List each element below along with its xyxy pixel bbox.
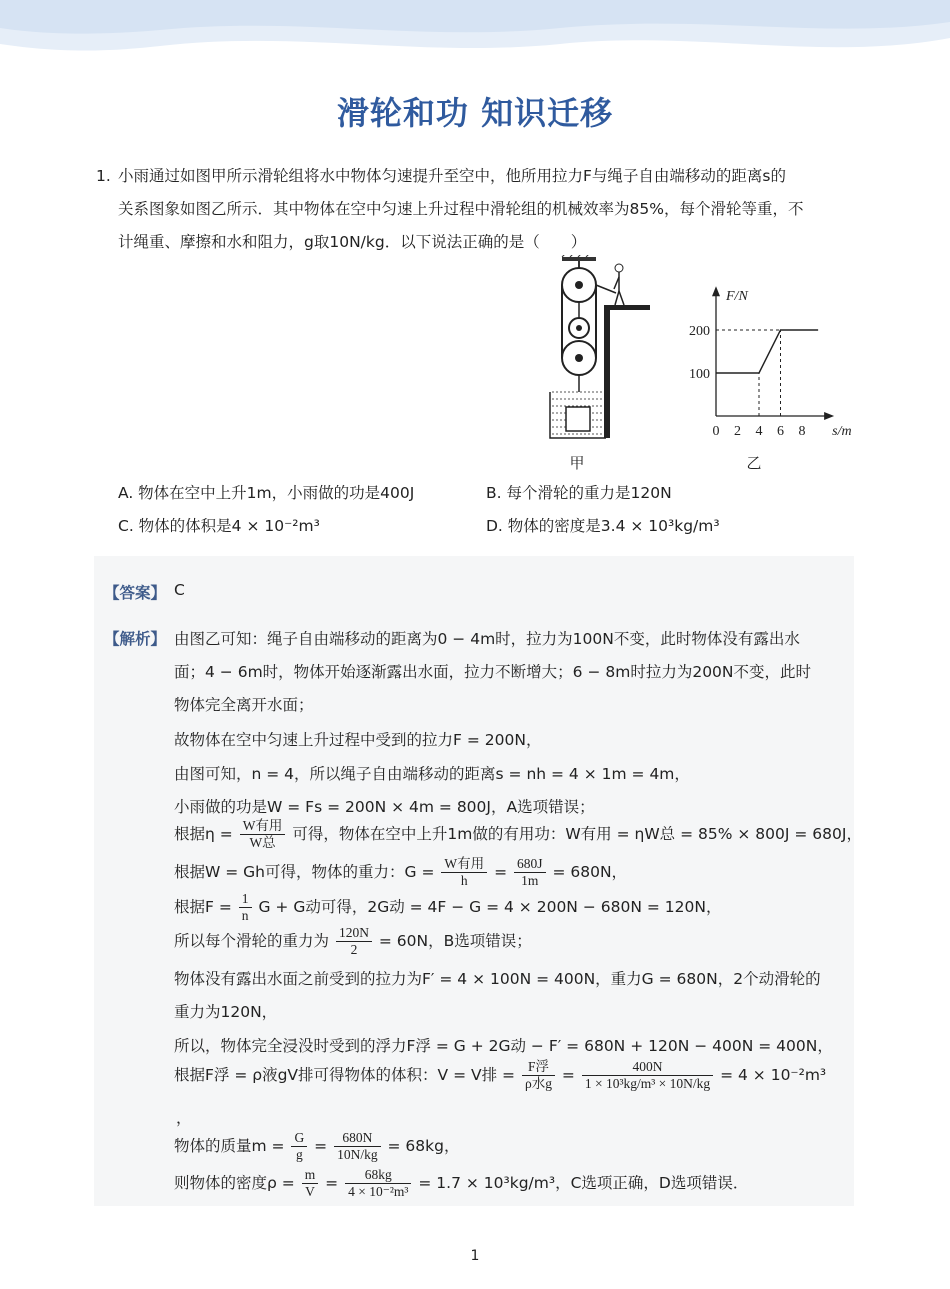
analysis-line-6: 小雨做的功是W = Fs = 200N × 4m = 800J，A选项错误；: [174, 798, 595, 816]
analysis-line-10: 所以每个滑轮的重力为 $\frac{120N}{2}$ = 60N，B选项错误；: [174, 925, 532, 957]
question-block: [96, 160, 866, 259]
gravity-fraction-2: $\frac{680J}{1m}$: [514, 856, 546, 889]
answer-value: C: [174, 581, 185, 599]
page-number: 1: [470, 1248, 480, 1264]
one-over-n-fraction: $\frac{1}{n}$: [239, 891, 252, 924]
analysis-line-7-b: 可得，物体在空中上升1m做的有用功：W有用 = ηW总 = 85% × 800J = 680J，: [292, 825, 862, 843]
y-tick-label: 200: [689, 324, 710, 339]
analysis-line-12: 重力为120N，: [174, 1003, 278, 1021]
analysis-line-1: 由图乙可知：绳子自由端移动的距离为0 − 4m时，拉力为100N不变，此时物体没有露出水: [174, 630, 800, 648]
question-line-3: 计绳重、摩擦和水和阻力，g取10N/kg．以下说法正确的是（ ）: [118, 233, 587, 251]
volume-fraction-2: $\frac{400N}{\text{1 × 10³kg/m³ × 10N/kg}}$: [582, 1059, 713, 1092]
volume-fraction-1: $\frac{\text{F浮}}{\text{ρ水g}}$: [522, 1059, 555, 1092]
answer-tag: 【答案】: [104, 584, 167, 602]
option-b: B. 每个滑轮的重力是120N: [486, 484, 672, 502]
analysis-line-7: [174, 818, 862, 851]
analysis-line-16: 物体的质量m = $\frac{G}{g}$ = $\frac{680N}{10N/kg}$ = 68kg，: [174, 1130, 460, 1162]
analysis-line-5: 由图可知，n = 4，所以绳子自由端移动的距离s = nh = 4 × 1m = 4m，: [174, 765, 690, 783]
x-tick-label: 2: [734, 424, 741, 439]
force-series-line: [716, 330, 818, 373]
analysis-line-17: 则物体的密度ρ = $\frac{m}{V}$ = $\frac{68kg}{\text{4 × 10⁻²m³}}$ = 1.7 × 10³kg/m³，C选项正确，D选项错误．: [174, 1167, 749, 1199]
question-figure: [540, 255, 860, 477]
x-tick-label: 0: [712, 424, 720, 439]
mass-fraction-2: $\frac{680N}{10N/kg}$: [334, 1130, 381, 1163]
pulley-weight-fraction: $\frac{120N}{2}$: [336, 925, 372, 958]
option-c: C. 物体的体积是4 × 10⁻²m³: [118, 517, 320, 535]
x-tick-label: 4: [755, 424, 763, 439]
efficiency-fraction: $\frac{\text{W有用}}{\text{W总}}$: [240, 818, 286, 851]
x-axis-label: s/m: [832, 424, 852, 439]
option-d: D. 物体的密度是3.4 × 10³kg/m³: [486, 517, 720, 535]
analysis-line-4: 故物体在空中匀速上升过程中受到的拉力F = 200N，: [174, 731, 542, 749]
analysis-line-3: 物体完全离开水面；: [174, 696, 314, 714]
analysis-line-8: 根据W = Gh可得，物体的重力：G = $\frac{\text{W有用}}{h}$ = $\frac{680J}{1m}$ = 680N，: [174, 856, 628, 888]
question-number: 1.: [96, 167, 111, 185]
figure-label-yi: 乙: [746, 454, 762, 472]
y-tick-label: 100: [689, 367, 710, 382]
x-axis-arrow: [824, 412, 834, 420]
gravity-fraction-1: $\frac{\text{W有用}}{h}$: [441, 856, 487, 889]
analysis-line-7-a: 根据η =: [174, 825, 233, 843]
y-axis-arrow: [712, 286, 720, 296]
analysis-line-15: ，: [176, 1109, 192, 1127]
force-distance-graph: [689, 286, 852, 439]
header-wave-decoration: [0, 0, 950, 70]
page-title: 滑轮和功 知识迁移: [336, 94, 614, 132]
analysis-line-9: 根据F = $\frac{1}{n}$ G + G动可得，2G动 = 4F − G = 4 × 200N − 680N = 120N，: [174, 891, 722, 923]
x-tick-label: 8: [798, 424, 806, 439]
analysis-line-13: 所以，物体完全浸没时受到的浮力F浮 = G + 2G动 − F′ = 680N + 120N − 400N = 400N，: [174, 1037, 833, 1055]
option-a: A. 物体在空中上升1m，小雨做的功是400J: [118, 484, 415, 502]
analysis-line-14: 根据F浮 = ρ液gV排可得物体的体积：V = V排 = $\frac{\text{F浮}}{\text{ρ水g}}$ = $\frac{400N}{\text{1 × 10³kg/m³ × 10N/kg}}$ = 4 × 10⁻²m³: [174, 1059, 827, 1091]
figure-label-jia: 甲: [569, 454, 585, 472]
density-fraction-1: $\frac{m}{V}$: [302, 1167, 319, 1200]
question-line-2: 关系图象如图乙所示．其中物体在空中匀速上升过程中滑轮组的机械效率为85%，每个滑轮等重，不: [118, 200, 804, 218]
analysis-line-2: 面；4 − 6m时，物体开始逐渐露出水面，拉力不断增大；6 − 8m时拉力为200N不变，此时: [174, 663, 812, 681]
density-fraction-2: $\frac{68kg}{\text{4 × 10⁻²m³}}$: [345, 1167, 411, 1200]
y-axis-label: F/N: [726, 289, 748, 305]
question-line-1: 小雨通过如图甲所示滑轮组将水中物体匀速提升至空中，他所用拉力F与绳子自由端移动的距离s的: [118, 167, 786, 185]
mass-fraction-1: $\frac{G}{g}$: [291, 1130, 307, 1163]
analysis-tag: 【解析】: [104, 630, 167, 648]
pulley-diagram: [550, 255, 650, 438]
x-tick-label: 6: [777, 424, 784, 439]
analysis-line-11: 物体没有露出水面之前受到的拉力为F′ = 4 × 100N = 400N，重力G = 680N，2个动滑轮的: [174, 970, 821, 988]
